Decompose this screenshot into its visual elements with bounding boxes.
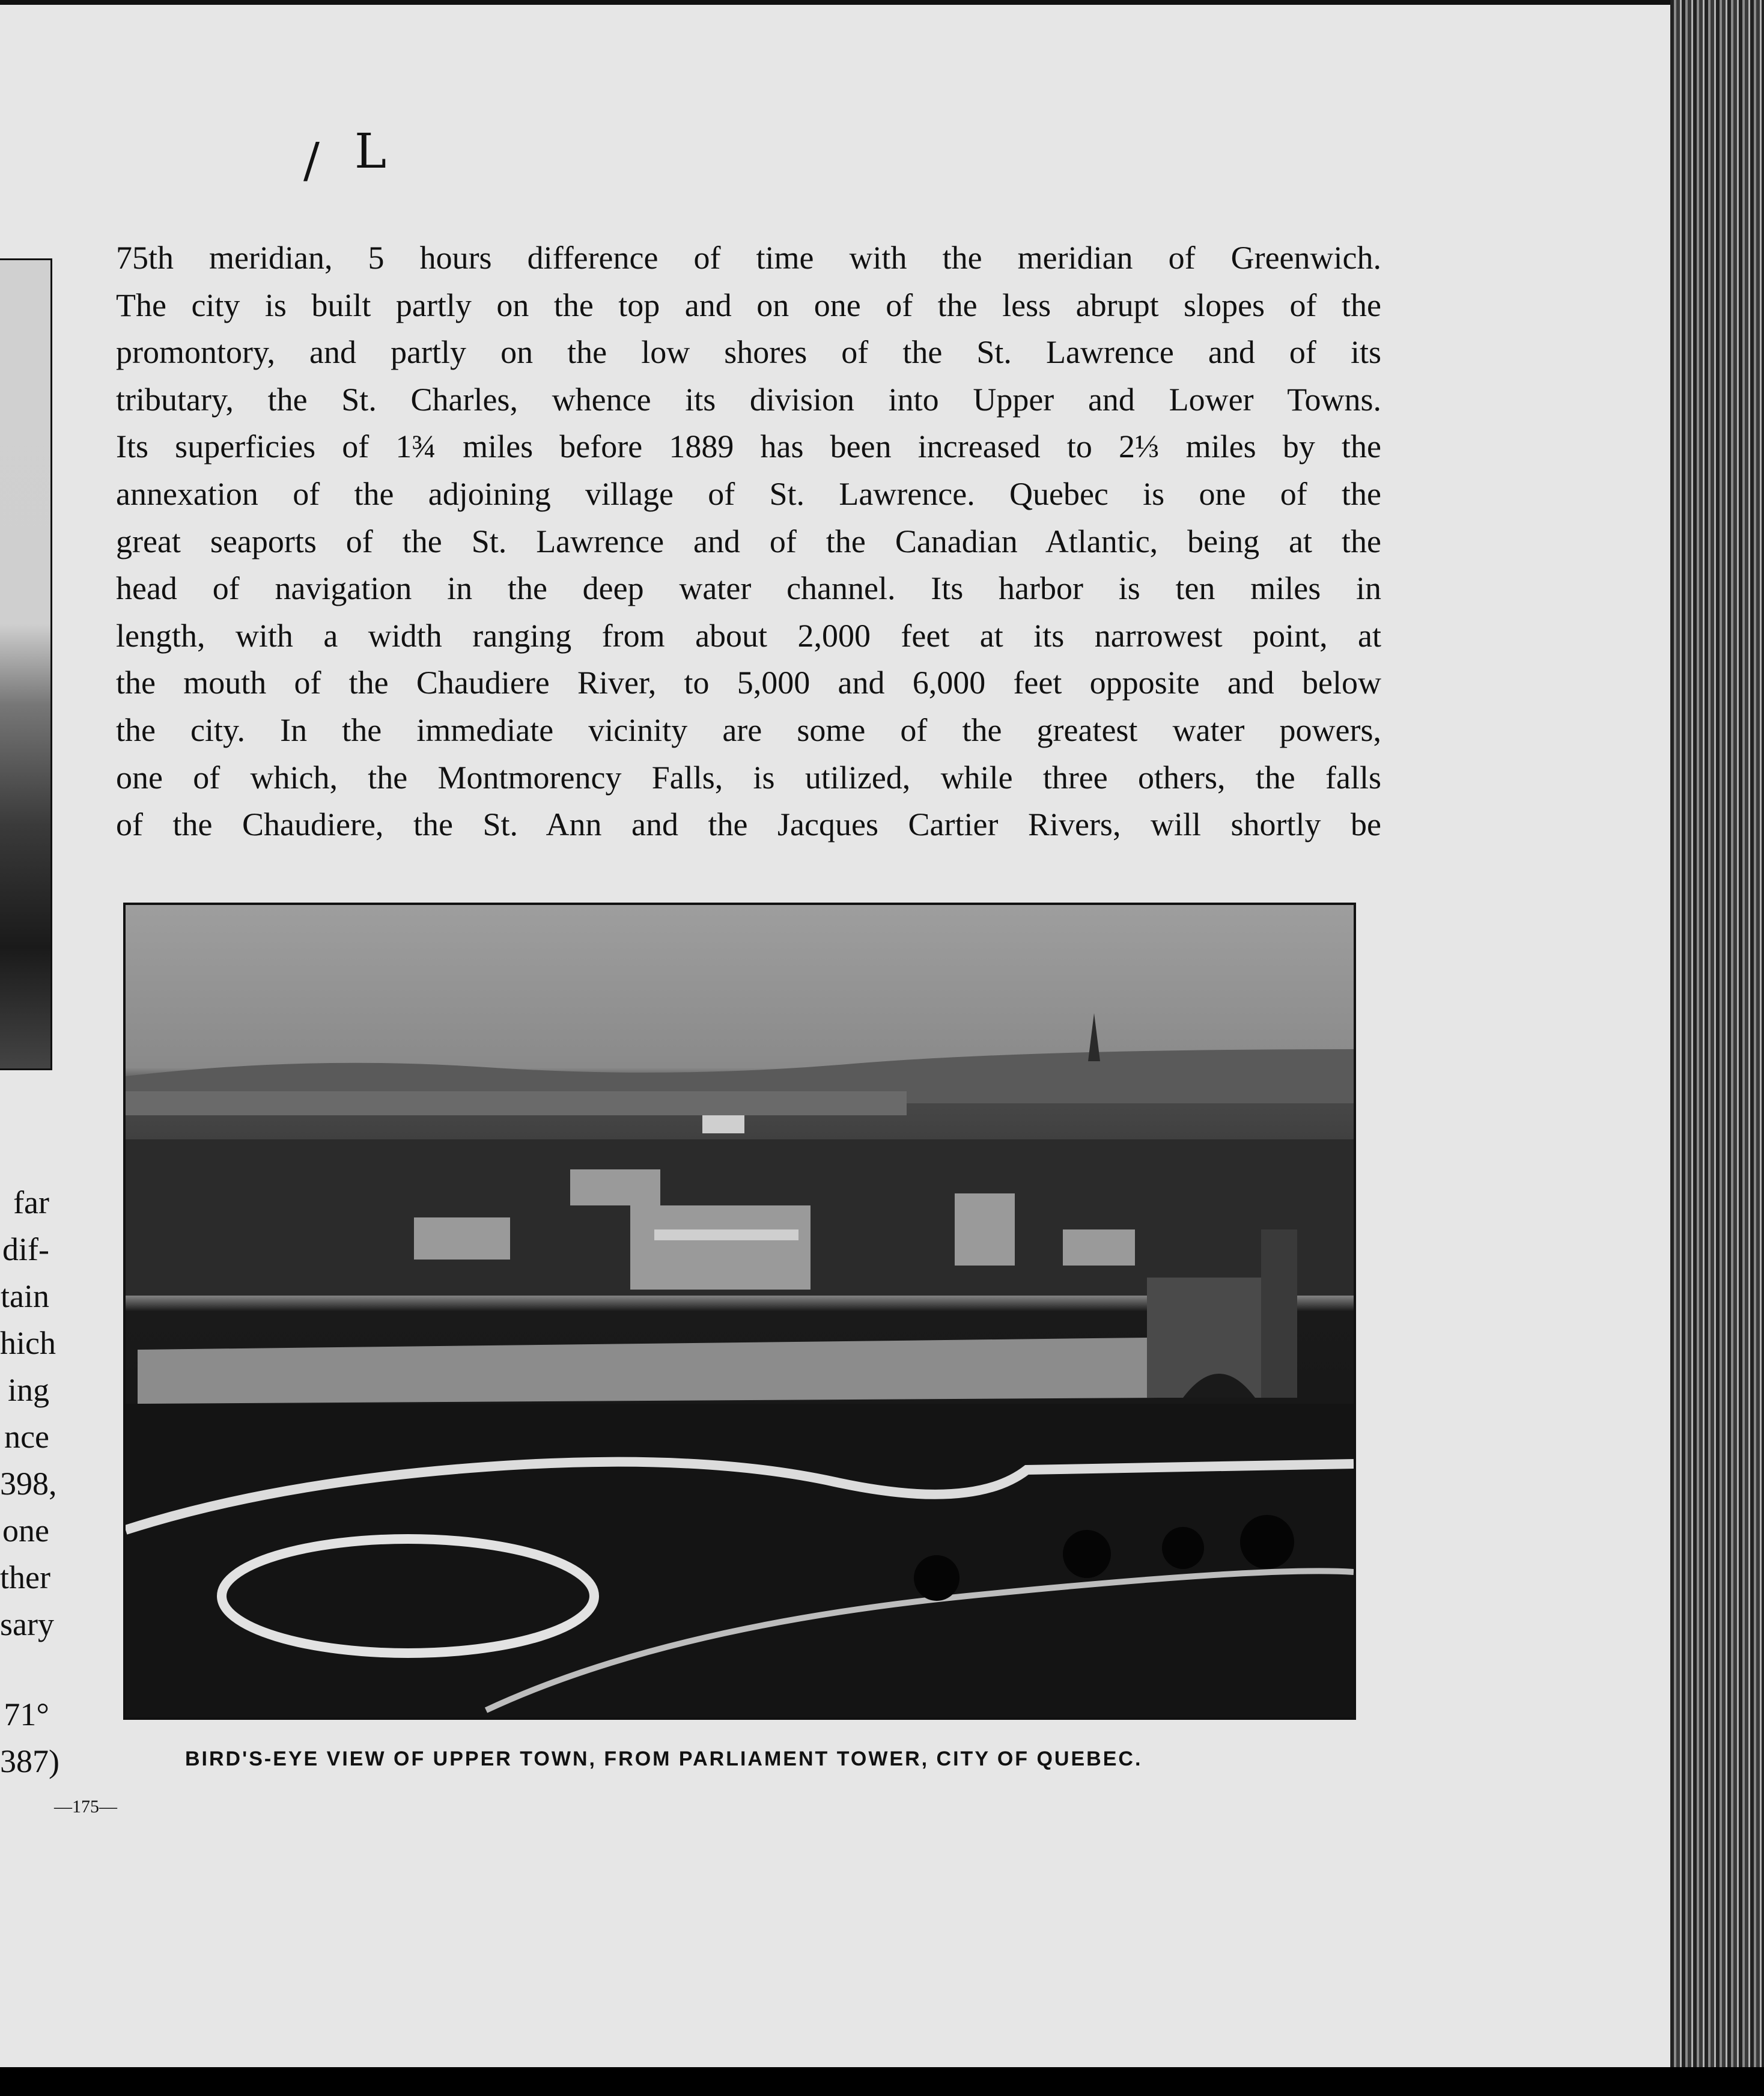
margin-fragment: 398, <box>0 1466 57 1502</box>
text-line: The city is built partly on the top and on one of the less abrupt slopes of the <box>116 287 1381 323</box>
bottom-band <box>0 2067 1764 2096</box>
margin-fragment: far <box>13 1184 49 1220</box>
margin-fragment: nce <box>4 1419 49 1455</box>
text-line: tributary, the St. Charles, whence its division into Upper and Lower Towns. <box>116 381 1381 418</box>
book-edge <box>1670 0 1764 2067</box>
top-border <box>0 0 1676 5</box>
adjacent-page-photo <box>0 258 52 1070</box>
ink-mark: L <box>354 123 387 179</box>
text-line: one of which, the Montmorency Falls, is utilized, while three others, the falls <box>116 759 1381 796</box>
text-line: head of navigation in the deep water channel. Its harbor is ten miles in <box>116 570 1381 607</box>
photograph-illustration <box>126 905 1354 1717</box>
margin-fragment: dif- <box>2 1231 49 1267</box>
photo-caption: BIRD'S-EYE VIEW OF UPPER TOWN, FROM PARLIAMENT TOWER, CITY OF QUEBEC. <box>185 1747 1143 1770</box>
margin-fragment: ther <box>0 1559 50 1595</box>
margin-fragment: sary <box>0 1606 54 1642</box>
margin-fragment: 387) <box>0 1743 59 1779</box>
margin-fragment: hich <box>0 1325 56 1361</box>
text-line: annexation of the adjoining village of St. Lawrence. Quebec is one of the <box>116 475 1381 512</box>
birds-eye-photograph <box>123 903 1356 1720</box>
text-line: length, with a width ranging from about 2,000 feet at its narrowest point, at <box>116 617 1381 654</box>
margin-fragment: ing <box>7 1372 49 1408</box>
page-number: —175— <box>54 1797 117 1817</box>
text-line: 75th meridian, 5 hours difference of time with the meridian of Greenwich. <box>116 240 1381 276</box>
margin-fragment: 71° <box>4 1696 49 1732</box>
ink-mark: / <box>303 132 320 188</box>
body-text <box>116 234 1381 848</box>
text-line: of the Chaudiere, the St. Ann and the Jacques Cartier Rivers, will shortly be <box>116 806 1381 843</box>
text-line: the city. In the immediate vicinity are some of the greatest water powers, <box>116 711 1381 748</box>
margin-fragment: one <box>2 1513 49 1549</box>
text-line: great seaports of the St. Lawrence and of the Canadian Atlantic, being at the <box>116 523 1381 559</box>
text-line: Its superficies of 1¾ miles before 1889 has been increased to 2⅓ miles by the <box>116 428 1381 465</box>
text-line: promontory, and partly on the low shores of the St. Lawrence and of its <box>116 334 1381 371</box>
text-line: the mouth of the Chaudiere River, to 5,000 and 6,000 feet opposite and below <box>116 665 1381 701</box>
margin-fragment: tain <box>1 1278 49 1314</box>
